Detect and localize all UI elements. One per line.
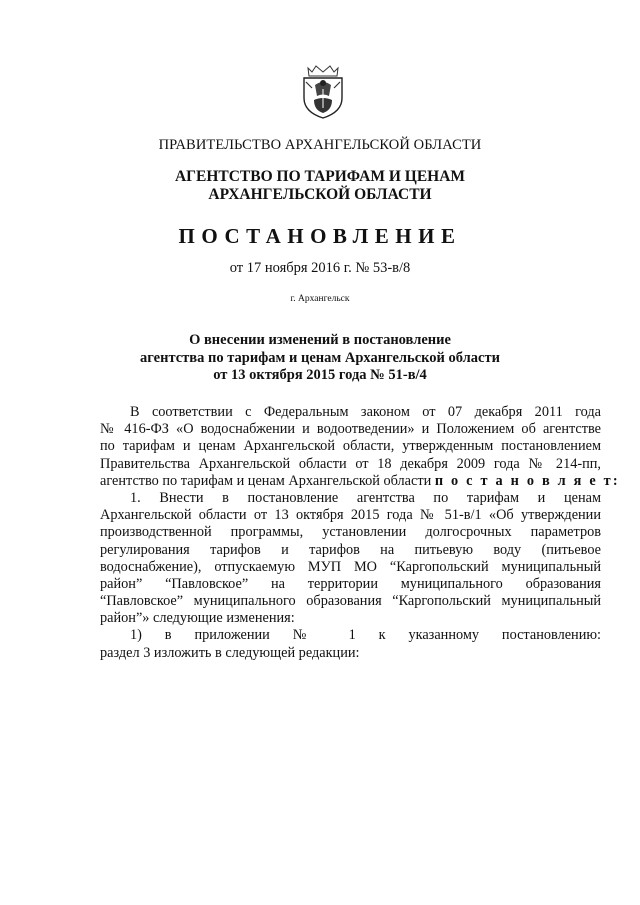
body-line: Правительства Архангельской области от 18 декабря 2009 года № 214-пп, xyxy=(100,455,601,472)
decides-word: п о с т а н о в л я е т: xyxy=(434,472,620,489)
body-line: В соответствии с Федеральным законом от 07 декабря 2011 года xyxy=(130,404,601,420)
body-line: район” “Павловское” на территории муниципального образования xyxy=(100,575,601,592)
body-line: район”» следующие изменения: xyxy=(100,610,295,627)
document-body xyxy=(100,404,620,662)
agency-name xyxy=(0,168,640,204)
document-title xyxy=(0,332,640,385)
body-line-text: агентство по тарифам и ценам Архангельской области xyxy=(100,472,432,489)
body-line: 1. Внести в постановление агентства по тарифам и ценам xyxy=(130,489,601,506)
title-line2: агентства по тарифам и ценам Архангельской области xyxy=(140,349,500,366)
agency-name-line1: АГЕНТСТВО ПО ТАРИФАМ И ЦЕНАМ xyxy=(174,168,466,185)
body-line: по тарифам и ценам Архангельской области, утвержденным постановлением xyxy=(100,438,601,455)
body-line: регулирования тарифов и тарифов на питьевую воду (питьевое xyxy=(100,541,601,558)
title-line1: О внесении изменений в постановление xyxy=(189,332,451,348)
body-line: производственной программы, установлении долгосрочных параметров xyxy=(100,524,601,541)
coat-of-arms-icon xyxy=(298,58,348,120)
government-name: ПРАВИТЕЛЬСТВО АРХАНГЕЛЬСКОЙ ОБЛАСТИ xyxy=(158,137,482,153)
city-name: г. Архангельск xyxy=(290,294,350,304)
body-line: водоснабжение), отпускаемую МУП МО “Каргопольский муниципальный xyxy=(100,558,601,575)
date-and-number: от 17 ноября 2016 г. № 53-в/8 xyxy=(229,260,411,276)
body-line: раздел 3 изложить в следующей редакции: xyxy=(100,644,360,661)
agency-name-line2: АРХАНГЕЛЬСКОЙ ОБЛАСТИ xyxy=(208,186,432,203)
body-line: Архангельской области от 13 октября 2015 года № 51-в/1 «Об утверждении xyxy=(100,507,601,524)
body-line: “Павловское” муниципального образования “Каргопольский муниципальный xyxy=(100,593,601,610)
title-line3: от 13 октября 2015 года № 51-в/4 xyxy=(213,367,427,383)
document-type: ПОСТАНОВЛЕНИЕ xyxy=(178,224,462,248)
body-line: 1) в приложении № 1 к указанному постановлению: xyxy=(130,627,601,644)
body-line: № 416-ФЗ «О водоснабжении и водоотведении» и Положением об агентстве xyxy=(100,421,601,438)
body-line xyxy=(100,472,620,490)
